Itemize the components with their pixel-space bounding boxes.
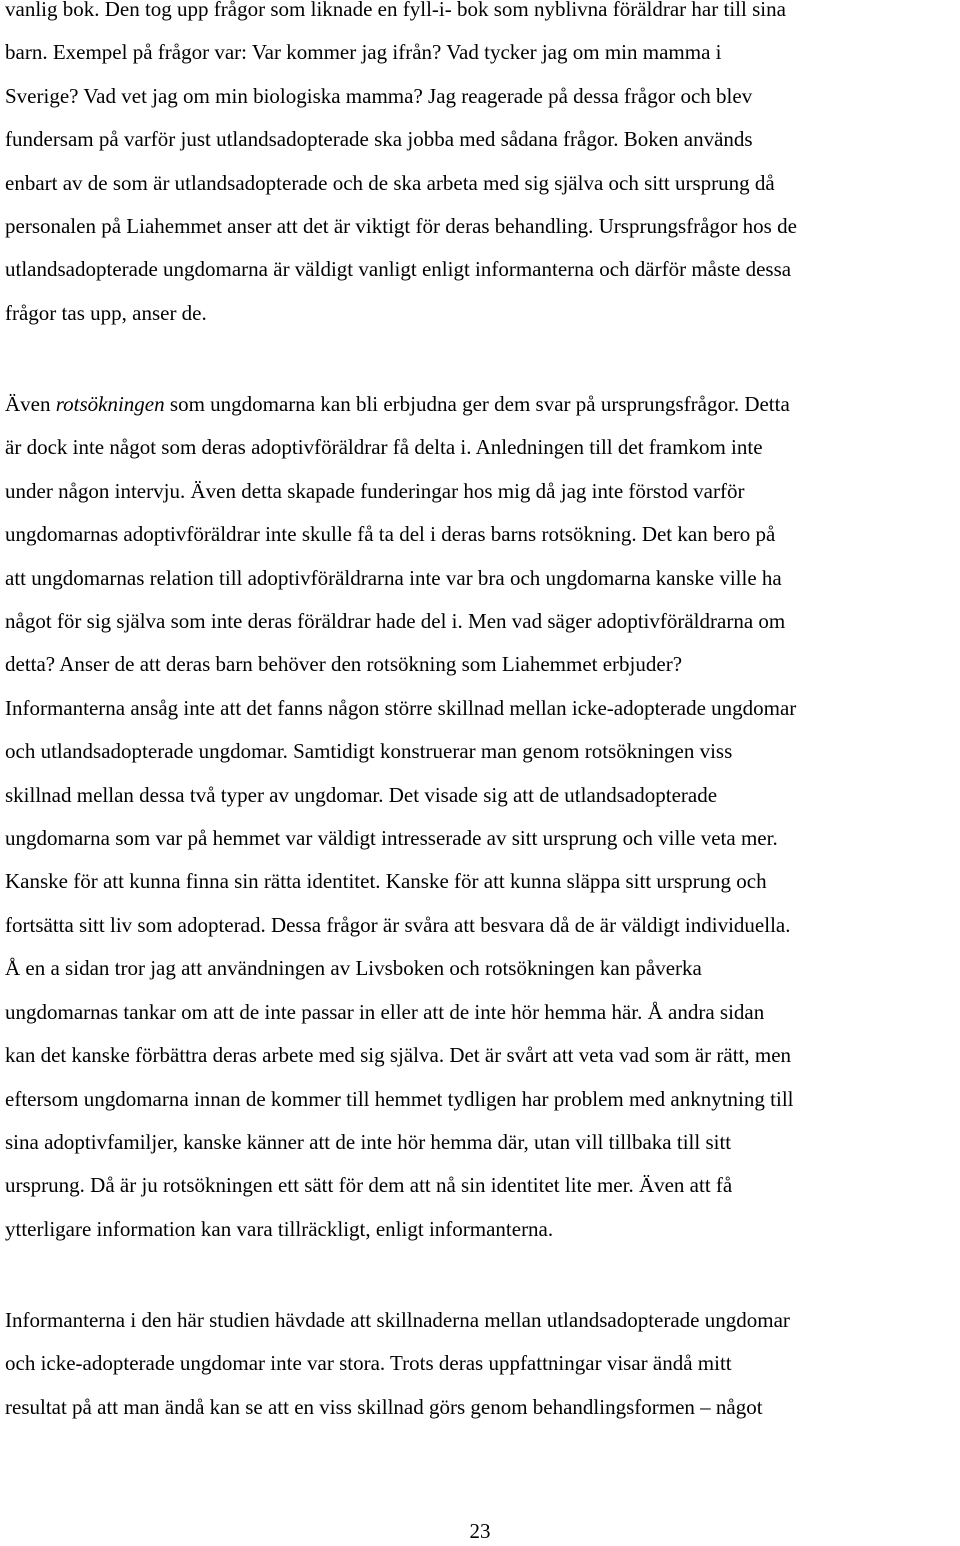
text-line [5,1121,960,1164]
text-segment: Å en a sidan tror jag att användningen av Livsboken och rotsökningen kan påverka [5,956,702,981]
text-line [5,1208,960,1251]
text-segment: frågor tas upp, anser de. [5,300,207,325]
text-segment: detta? Anser de att deras barn behöver den rotsökning som Liahemmet erbjuder? [5,652,683,677]
text-segment: ungdomarnas adoptivföräldrar inte skulle få ta del i deras barns rotsökning. Det kan bero på [5,522,776,547]
text-segment: Informanterna i den här studien hävdade att skillnaderna mellan utlandsadopterade ungdomar [5,1308,790,1332]
text-segment: att ungdomarnas relation till adoptivföräldrarna inte var bra och ungdomarna kanske ville ha [5,565,782,590]
text-line [5,205,960,248]
text-line [5,1034,960,1077]
text-line [5,75,960,118]
text-segment: utlandsadopterade ungdomarna är väldigt vanligt enligt informanterna och därför måste dessa [5,257,792,282]
text-line [5,162,960,205]
text-segment: eftersom ungdomarna innan de kommer till hemmet tydligen har problem med anknytning till [5,1086,794,1111]
text-line [5,426,960,469]
text-line [5,643,960,686]
text-segment: Informanterna ansåg inte att det fanns någon större skillnad mellan icke-adopterade ungdomar [5,695,797,720]
text-segment: och icke-adopterade ungdomar inte var stora. Trots deras uppfattningar visar ändå mitt [5,1351,732,1376]
text-line [5,904,960,947]
text-line [5,774,960,817]
text-line [5,730,960,773]
text-line [5,1386,960,1429]
text-segment: skillnad mellan dessa två typer av ungdomar. Det visade sig att de utlandsadopterade [5,782,718,807]
paragraph-3 [5,1299,960,1429]
text-segment: Kanske för att kunna finna sin rätta identitet. Kanske för att kunna släppa sitt ursprung och [5,869,767,894]
text-line [5,31,960,74]
paragraph-2 [5,383,960,1251]
text-segment: kan det kanske förbättra deras arbete med sig själva. Det är svårt att veta vad som är rätt, men [5,1043,792,1068]
text-line [5,383,960,426]
text-line [5,1299,960,1342]
italic-term: rotsökningen [55,392,165,416]
text-line [5,470,960,513]
text-line [5,557,960,600]
text-segment: enbart av de som är utlandsadopterade och de ska arbeta med sig själva och sitt ursprung då [5,170,775,195]
text-segment: under någon intervju. Även detta skapade funderingar hos mig då jag inte förstod varför [5,478,745,503]
text-line [5,0,960,31]
text-segment: personalen på Liahemmet anser att det är viktigt för deras behandling. Ursprungsfrågor hos de [5,214,797,239]
text-segment: ungdomarnas tankar om att de inte passar in eller att de inte hör hemma här. Å andra sidan [5,999,765,1024]
text-line [5,687,960,730]
page-number: 23 [469,1519,491,1543]
text-line [5,947,960,990]
text-segment: och utlandsadopterade ungdomar. Samtidigt konstruerar man genom rotsökningen viss [5,739,733,764]
text-segment: Sverige? Vad vet jag om min biologiska mamma? Jag reagerade på dessa frågor och blev [5,83,753,108]
text-segment: barn. Exempel på frågor var: Var kommer jag ifrån? Vad tycker jag om min mamma i [5,40,722,65]
text-line [5,1078,960,1121]
text-segment: fundersam på varför just utlandsadopterade ska jobba med sådana frågor. Boken används [5,127,753,152]
text-line [5,1164,960,1207]
text-segment: ungdomarna som var på hemmet var väldigt intresserade av sitt ursprung och ville veta mer. [5,826,778,851]
text-segment: resultat på att man ändå kan se att en viss skillnad görs genom behandlingsformen – något [5,1394,763,1419]
text-segment: Även [5,392,56,416]
text-line [5,292,960,335]
text-segment: vanlig bok. Den tog upp frågor som liknade en fyll-i- bok som nyblivna föräldrar har till sina [5,0,786,21]
text-line [5,1342,960,1385]
text-segment: sina adoptivfamiljer, kanske känner att de inte hör hemma där, utan vill tillbaka till sitt [5,1129,732,1154]
text-line [5,817,960,860]
text-line [5,600,960,643]
text-segment: något för sig själva som inte deras föräldrar hade del i. Men vad säger adoptivföräldrarna om [5,609,786,634]
text-line [5,860,960,903]
paragraph-1 [5,0,960,335]
text-line [5,991,960,1034]
text-segment: ytterligare information kan vara tillräckligt, enligt informanterna. [5,1216,554,1241]
text-line [5,118,960,161]
text-line [5,513,960,556]
text-segment: är dock inte något som deras adoptivföräldrar få delta i. Anledningen till det framkom inte [5,435,763,460]
text-segment: fortsätta sitt liv som adopterad. Dessa frågor är svåra att besvara då de är väldigt individuella. [5,912,791,937]
text-segment: ursprung. Då är ju rotsökningen ett sätt för dem att nå sin identitet lite mer. Även att få [5,1173,733,1198]
text-segment: som ungdomarna kan bli erbjudna ger dem svar på ursprungsfrågor. Detta [164,392,790,416]
text-line [5,248,960,291]
